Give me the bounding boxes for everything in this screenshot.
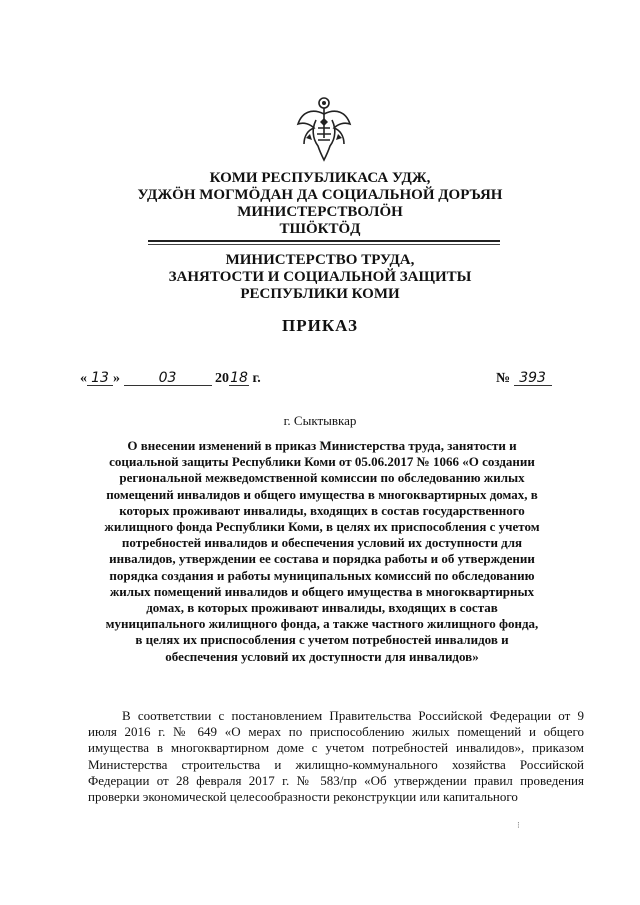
subject-line: О внесении изменений в приказ Министерства труда, занятости и xyxy=(127,438,517,453)
komi-ministry-line-2: УДЖӦН МОГМӦДАН ДА СОЦИАЛЬНОЙ ДОРЪЯН xyxy=(137,187,503,203)
subject-line: социальной защиты Республики Коми от 05.06.2017 № 1066 «О создании xyxy=(109,454,535,470)
subject-line: помещений инвалидов и общего имущества в многоквартирных домах, в xyxy=(106,486,538,502)
komi-ministry-name xyxy=(0,170,640,238)
subject-line: которых проживают инвалиды, входящих в состав государственного xyxy=(119,502,525,518)
komi-ministry-line-3: МИНИСТЕРСТВОЛӦН xyxy=(237,204,403,220)
subject-line: обеспечения условий их доступности для инвалидов» xyxy=(165,648,479,664)
date-month-handwritten: 03 xyxy=(124,371,212,386)
subject-line: муниципального жилищного фонда, а также частного жилищного фонда, xyxy=(105,616,539,632)
russian-ministry-line-1: МИНИСТЕРСТВО ТРУДА, xyxy=(225,252,415,268)
komi-ministry-line-4: ТШӦКТӦД xyxy=(279,221,361,237)
order-body-paragraph: В соответствии с постановлением Правительства Российской Федерации от 9 июля 2016 г. № 649 «О мерах по приспособлению жилых помещений и общего имущества в многоквартирном доме с учетом потребностей инвалидов», приказом Министерства строительства и жилищно-коммунального хозяйства Российской Федерации от 28 февраля 2017 г. № 583/пр «Об утверждении правил проведения проверки экономической целесообразности реконструкции или капитального xyxy=(88,708,584,805)
document-title: ПРИКАЗ xyxy=(282,316,358,335)
order-number xyxy=(496,371,552,387)
date-year-mark: г. xyxy=(252,371,261,386)
subject-line: инвалидов, утверждении ее состава и порядка работы и об утверждении xyxy=(109,551,535,567)
subject-line: жилищного фонда Республики Коми, в целях их приспособления с учетом xyxy=(104,519,540,535)
komi-coat-of-arms-emblem xyxy=(294,94,354,162)
header-divider-thin xyxy=(148,244,500,245)
subject-line: в целях их приспособления с учетом потребностей инвалидов и xyxy=(135,632,509,648)
subject-line: региональной межведомственной комиссии по обследованию жилых xyxy=(119,470,525,486)
date-year-prefix: 20 xyxy=(215,371,229,386)
order-subject xyxy=(96,438,548,665)
subject-line: жилых помещений инвалидов и общего имущества в многоквартирных xyxy=(109,583,535,599)
russian-ministry-name xyxy=(0,252,640,303)
number-value-handwritten: 393 xyxy=(514,371,552,386)
russian-ministry-line-2: ЗАНЯТОСТИ И СОЦИАЛЬНОЙ ЗАЩИТЫ xyxy=(168,269,472,285)
date-day-handwritten: 13 xyxy=(87,371,113,386)
order-date xyxy=(80,371,261,387)
header-divider-thick xyxy=(148,240,500,242)
number-label: № xyxy=(496,371,511,386)
date-year-suffix-handwritten: 18 xyxy=(230,370,248,386)
subject-line: домах, в которых проживают инвалиды, входящих в состав xyxy=(146,600,498,616)
subject-line: потребностей инвалидов и обеспечения условий их доступности для xyxy=(121,535,523,551)
date-open-quote: « xyxy=(80,371,87,386)
komi-ministry-line-1: КОМИ РЕСПУБЛИКАСА УДЖ, xyxy=(209,170,431,186)
russian-ministry-line-3: РЕСПУБЛИКИ КОМИ xyxy=(240,286,400,302)
scan-speck: ⁝ xyxy=(517,820,520,830)
subject-line: порядка создания и работы муниципальных комиссий по обследованию xyxy=(109,567,535,583)
date-close-quote: » xyxy=(113,371,120,386)
issue-city: г. Сыктывкар xyxy=(283,413,357,428)
